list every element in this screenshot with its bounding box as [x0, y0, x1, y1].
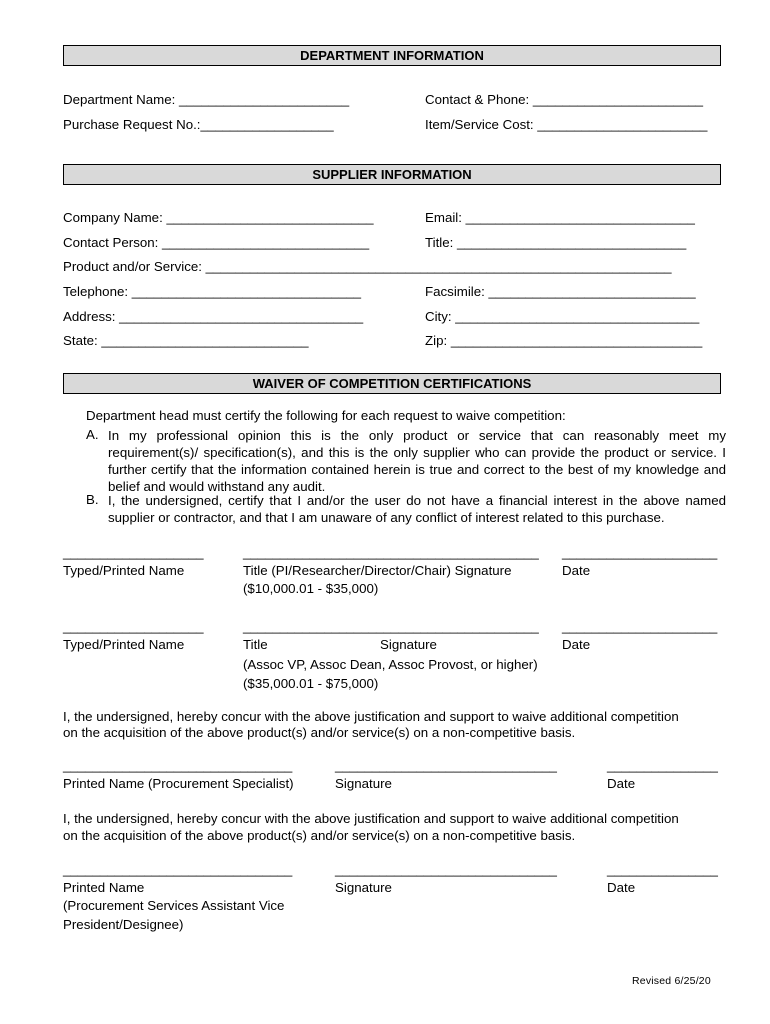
sig2-date-line[interactable]: _____________________ [562, 619, 718, 634]
sig1-date-label: Date [562, 563, 591, 578]
concur1-text-line1: I, the undersigned, hereby concur with the above justification and support to waive additional competition [63, 709, 679, 724]
revised-date: Revised 6/25/20 [632, 975, 711, 987]
state-field[interactable]: State: ____________________________ [63, 333, 309, 348]
concur1-text-line2: on the acquisition of the above product(s) and/or service(s) on a non-competitive basis. [63, 725, 576, 740]
concur2-signature-label: Signature [335, 880, 392, 895]
concur2-signature-line[interactable]: ______________________________ [335, 862, 557, 877]
sig2-note: (Assoc VP, Assoc Dean, Assoc Provost, or higher) [243, 657, 538, 672]
concur1-signature-line[interactable]: ______________________________ [335, 758, 557, 773]
concur1-date-line[interactable]: _______________ [607, 758, 718, 773]
concur1-name-label: Printed Name (Procurement Specialist) [63, 776, 294, 791]
waiver-intro: Department head must certify the following for each request to waive competition: [86, 408, 566, 423]
sig1-signature-label: Title (PI/Researcher/Director/Chair) Signature [243, 563, 512, 578]
sig2-date-label: Date [562, 637, 591, 652]
contact-person-field[interactable]: Contact Person: ____________________________ [63, 235, 370, 250]
email-field[interactable]: Email: _______________________________ [425, 210, 695, 225]
sig2-name-line[interactable]: ___________________ [63, 619, 204, 634]
concur1-signature-label: Signature [335, 776, 392, 791]
product-service-field[interactable]: Product and/or Service: _______________________________________________________________ [63, 259, 672, 274]
sig2-signature-label: Signature [380, 637, 437, 652]
city-field[interactable]: City: _________________________________ [425, 309, 700, 324]
sig1-date-line[interactable]: _____________________ [562, 545, 718, 560]
sig2-title-label: Title [243, 637, 268, 652]
item-b-text: I, the undersigned, certify that I and/or the user do not have a financial interest in the above named supplier or contractor, and that I am unaware of any conflict of interest related to this purchase. [108, 493, 726, 525]
item-a-text: In my professional opinion this is the only product or service that can reasonably meet my requirement(s)/ specification(s), and this is the only supplier who can provide the product or service. I further certify that the information contained herein is true and correct to the best of my knowledge and belief and would withstand any audit. [108, 428, 726, 494]
concur2-date-line[interactable]: _______________ [607, 862, 718, 877]
title-field[interactable]: Title: _______________________________ [425, 235, 687, 250]
sig1-range: ($10,000.01 - $35,000) [243, 581, 379, 596]
supplier-information-header: SUPPLIER INFORMATION [63, 164, 721, 185]
sig1-name-label: Typed/Printed Name [63, 563, 185, 578]
zip-field[interactable]: Zip: __________________________________ [425, 333, 703, 348]
sig2-range: ($35,000.01 - $75,000) [243, 676, 379, 691]
contact-phone-field[interactable]: Contact & Phone: _______________________ [425, 92, 704, 107]
item-b-marker: B. [86, 492, 99, 507]
item-service-cost-field[interactable]: Item/Service Cost: _______________________ [425, 117, 708, 132]
item-a-marker: A. [86, 427, 99, 442]
address-field[interactable]: Address: _________________________________ [63, 309, 364, 324]
telephone-field[interactable]: Telephone: _______________________________ [63, 284, 362, 299]
department-name-field[interactable]: Department Name: _______________________ [63, 92, 350, 107]
sig2-signature-line[interactable]: ________________________________________ [243, 619, 539, 634]
facsimile-field[interactable]: Facsimile: ____________________________ [425, 284, 696, 299]
concur1-name-line[interactable]: _______________________________ [63, 758, 293, 773]
company-name-field[interactable]: Company Name: ____________________________ [63, 210, 374, 225]
concur2-name-line[interactable]: _______________________________ [63, 862, 293, 877]
concur2-text-line2: on the acquisition of the above product(s) and/or service(s) on a non-competitive basis. [63, 828, 576, 843]
sig2-name-label: Typed/Printed Name [63, 637, 185, 652]
purchase-request-field[interactable]: Purchase Request No.:__________________ [63, 117, 334, 132]
concur1-date-label: Date [607, 776, 636, 791]
sig1-name-line[interactable]: ___________________ [63, 545, 204, 560]
concur2-name-label-3: President/Designee) [63, 917, 184, 932]
concur2-name-label-2: (Procurement Services Assistant Vice [63, 898, 285, 913]
department-information-header: DEPARTMENT INFORMATION [63, 45, 721, 66]
waiver-certifications-header: WAIVER OF COMPETITION CERTIFICATIONS [63, 373, 721, 394]
sig1-signature-line[interactable]: ________________________________________ [243, 545, 539, 560]
concur2-name-label-1: Printed Name [63, 880, 145, 895]
concur2-date-label: Date [607, 880, 636, 895]
concur2-text-line1: I, the undersigned, hereby concur with the above justification and support to waive additional competition [63, 811, 679, 826]
